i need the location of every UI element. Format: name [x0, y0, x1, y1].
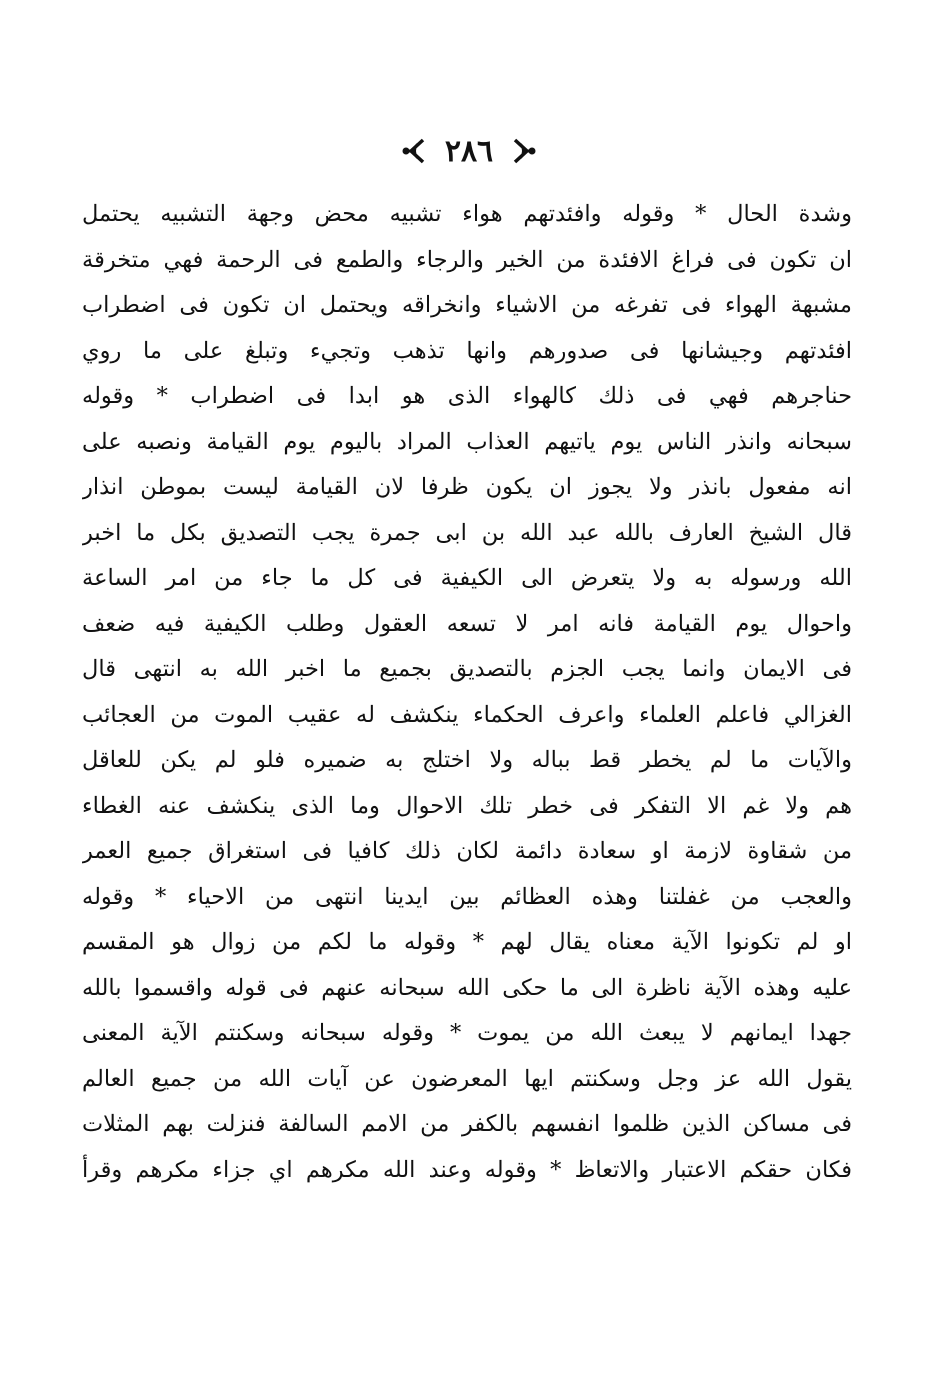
body-text	[82, 192, 852, 1193]
text-line: عليه وهذه الآية ناظرة الى ما حكى الله سبحانه عنهم فى قوله واقسموا بالله	[82, 974, 852, 1001]
text-line: وشدة الحال * وقوله وافئدتهم هواء تشبيه محض وجهة التشبيه يحتمل	[82, 201, 852, 227]
page-number: ٢٨٦	[444, 133, 494, 169]
text-line: الغزالي فاعلم العلماء واعرف الحكماء ينكشف له عقيب الموت من العجائب	[82, 701, 852, 728]
text-line: انه مفعول بانذر ولا يجوز ان يكون ظرفا لان القيامة ليست بموطن انذار	[82, 474, 852, 500]
text-line: جهدا ايمانهم لا يبعث الله من يموت * وقوله سبحانه وسكنتم الآية المعنى	[82, 1020, 852, 1046]
text-line: حناجرهم فهي فى ذلك كالهواء الذى هو ابدا فى اضطراب * وقوله	[82, 383, 852, 409]
text-line: فكان حقكم الاعتبار والاتعاظ * وقوله وعند الله مكرهم اي جزاء مكرهم وقرأ	[82, 1156, 852, 1183]
page-header	[0, 128, 938, 174]
text-line: او لم تكونوا الآية معناه يقال لهم * وقوله ما لكم من زوال هو المقسم	[82, 929, 852, 955]
text-line: من شقاوة لازمة او سعادة دائمة لكان ذلك كافيا فى استغراق جميع العمر	[82, 838, 852, 864]
text-line: يقول الله عز وجل وسكنتم ايها المعرضون عن آيات الله من جميع العالم	[82, 1065, 852, 1092]
text-line: هم ولا غم الا التفكر فى خطر تلك الاحوال وما الذى ينكشف عنه الغطاء	[82, 792, 852, 819]
text-line: والآيات ما لم يخطر قط بباله ولا اختلج به ضميره فلو لم يكن للعاقل	[82, 747, 852, 773]
ornament-left-icon	[401, 136, 427, 166]
text-line: فى الايمان وانما يجب الجزم بالتصديق بجميع ما اخبر الله به انتهى قال	[82, 656, 852, 682]
text-line: سبحانه وانذر الناس يوم ياتيهم العذاب المراد باليوم يوم القيامة ونصبه على	[82, 428, 852, 455]
ornament-right-icon	[511, 136, 537, 166]
text-line: مشبهة الهواء فى تفرغه من الاشياء وانخراقه ويحتمل ان تكون فى اضطراب	[82, 292, 852, 318]
text-line: واحوال يوم القيامة فانه امر لا تسعه العقول وطلب الكيفية فيه ضعف	[82, 610, 852, 637]
text-line: ان تكون فى فراغ الافئدة من الخير والرجاء والطمع فى الرحمة فهي متخرقة	[82, 246, 852, 273]
text-line: والعجب من غفلتنا وهذه العظائم بين ايدينا انتهى من الاحياء * وقوله	[82, 883, 852, 910]
text-line: فى مساكن الذين ظلموا انفسهم بالكفر من الامم السالفة فنزلت بهم المثلات	[82, 1111, 852, 1137]
text-line: الله ورسوله به ولا يتعرض الى الكيفية فى كل ما جاء من امر الساعة	[82, 565, 852, 591]
text-line: قال الشيخ العارف بالله عبد الله بن ابى جمرة يجب التصديق بكل ما اخبر	[82, 519, 852, 546]
text-line: افئدتهم وجيشانها فى صدورهم وانها تذهب وتجيء وتبلغ على ما روي	[82, 337, 852, 364]
